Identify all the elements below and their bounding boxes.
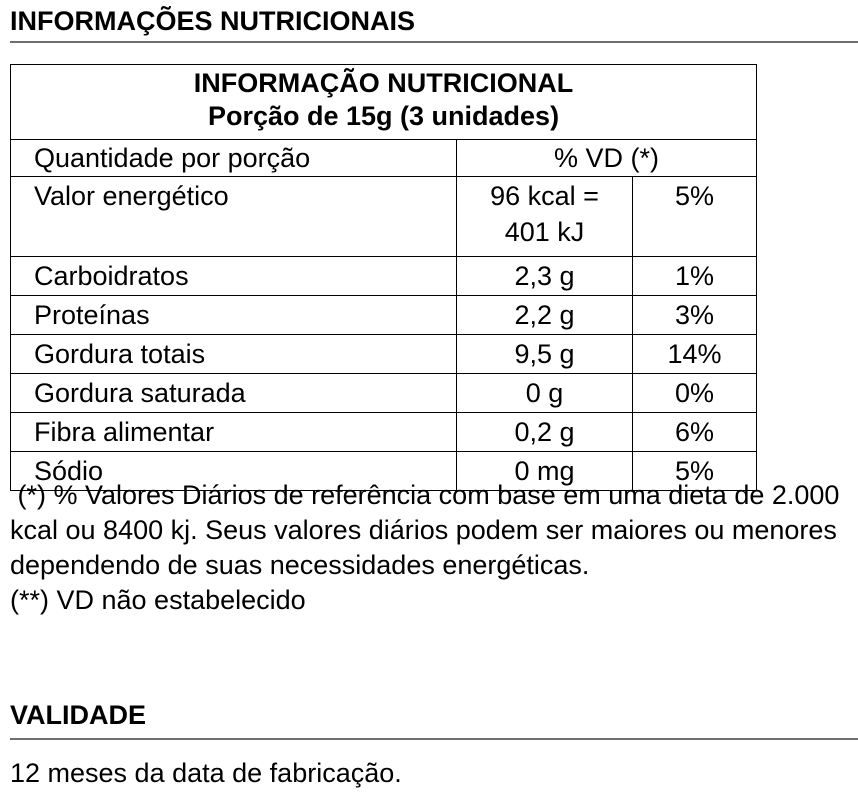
table-row <box>11 296 757 335</box>
nutrient-amount: 2,2 g <box>457 296 633 335</box>
nutrient-daily-value: 14% <box>633 335 757 374</box>
nutrient-label: Carboidratos <box>11 257 457 296</box>
nutrient-amount: 9,5 g <box>457 335 633 374</box>
serving-size: Porção de 15g (3 unidades) <box>207 101 560 131</box>
table-subheader-row <box>11 140 757 177</box>
table-title: INFORMAÇÃO NUTRICIONAL <box>193 68 574 98</box>
nutrient-amount: 0 g <box>457 374 633 413</box>
nutrient-label: Gordura saturada <box>11 374 457 413</box>
nutrient-amount <box>457 177 633 257</box>
nutrient-label: Gordura totais <box>11 335 457 374</box>
table-header-row <box>11 65 757 140</box>
nutrient-label: Sódio <box>11 452 457 491</box>
nutrient-daily-value: 0% <box>633 374 757 413</box>
section-divider <box>10 738 858 740</box>
energy-kj: 401 kJ <box>504 217 585 247</box>
table-row <box>11 413 757 452</box>
table-row <box>11 335 757 374</box>
daily-value-header: % VD (*) <box>457 140 757 177</box>
nutrient-amount: 2,3 g <box>457 257 633 296</box>
validity-section-heading: VALIDADE <box>10 700 147 730</box>
nutrient-daily-value: 6% <box>633 413 757 452</box>
nutrient-daily-value: 1% <box>633 257 757 296</box>
not-established-footnote: (**) VD não estabelecido <box>10 585 306 615</box>
nutrient-amount: 0,2 g <box>457 413 633 452</box>
nutrient-label: Valor energético <box>11 177 457 257</box>
nutrient-label: Proteínas <box>11 296 457 335</box>
nutrient-amount: 0 mg <box>457 452 633 491</box>
daily-value-footnote: (*) % Valores Diários de referência com base em uma dieta de 2.000 kcal ou 8400 kj. Seus valores diários podem ser maiores ou menores dependendo de suas necessidades energéticas. <box>10 480 847 580</box>
table-row <box>11 374 757 413</box>
table-title-cell <box>11 65 757 140</box>
footnotes <box>10 478 858 618</box>
validity-text: 12 meses da data de fabricação. <box>10 758 402 788</box>
energy-kcal: 96 kcal = <box>490 181 599 211</box>
nutrition-facts-table <box>10 64 757 491</box>
nutrient-daily-value: 3% <box>633 296 757 335</box>
table-row <box>11 177 757 257</box>
table-row <box>11 257 757 296</box>
section-divider <box>10 41 858 43</box>
quantity-per-serving-header: Quantidade por porção <box>11 140 457 177</box>
nutrition-section-heading: INFORMAÇÕES NUTRICIONAIS <box>10 6 415 36</box>
nutrient-daily-value: 5% <box>633 177 757 257</box>
nutrient-daily-value: 5% <box>633 452 757 491</box>
nutrient-label: Fibra alimentar <box>11 413 457 452</box>
